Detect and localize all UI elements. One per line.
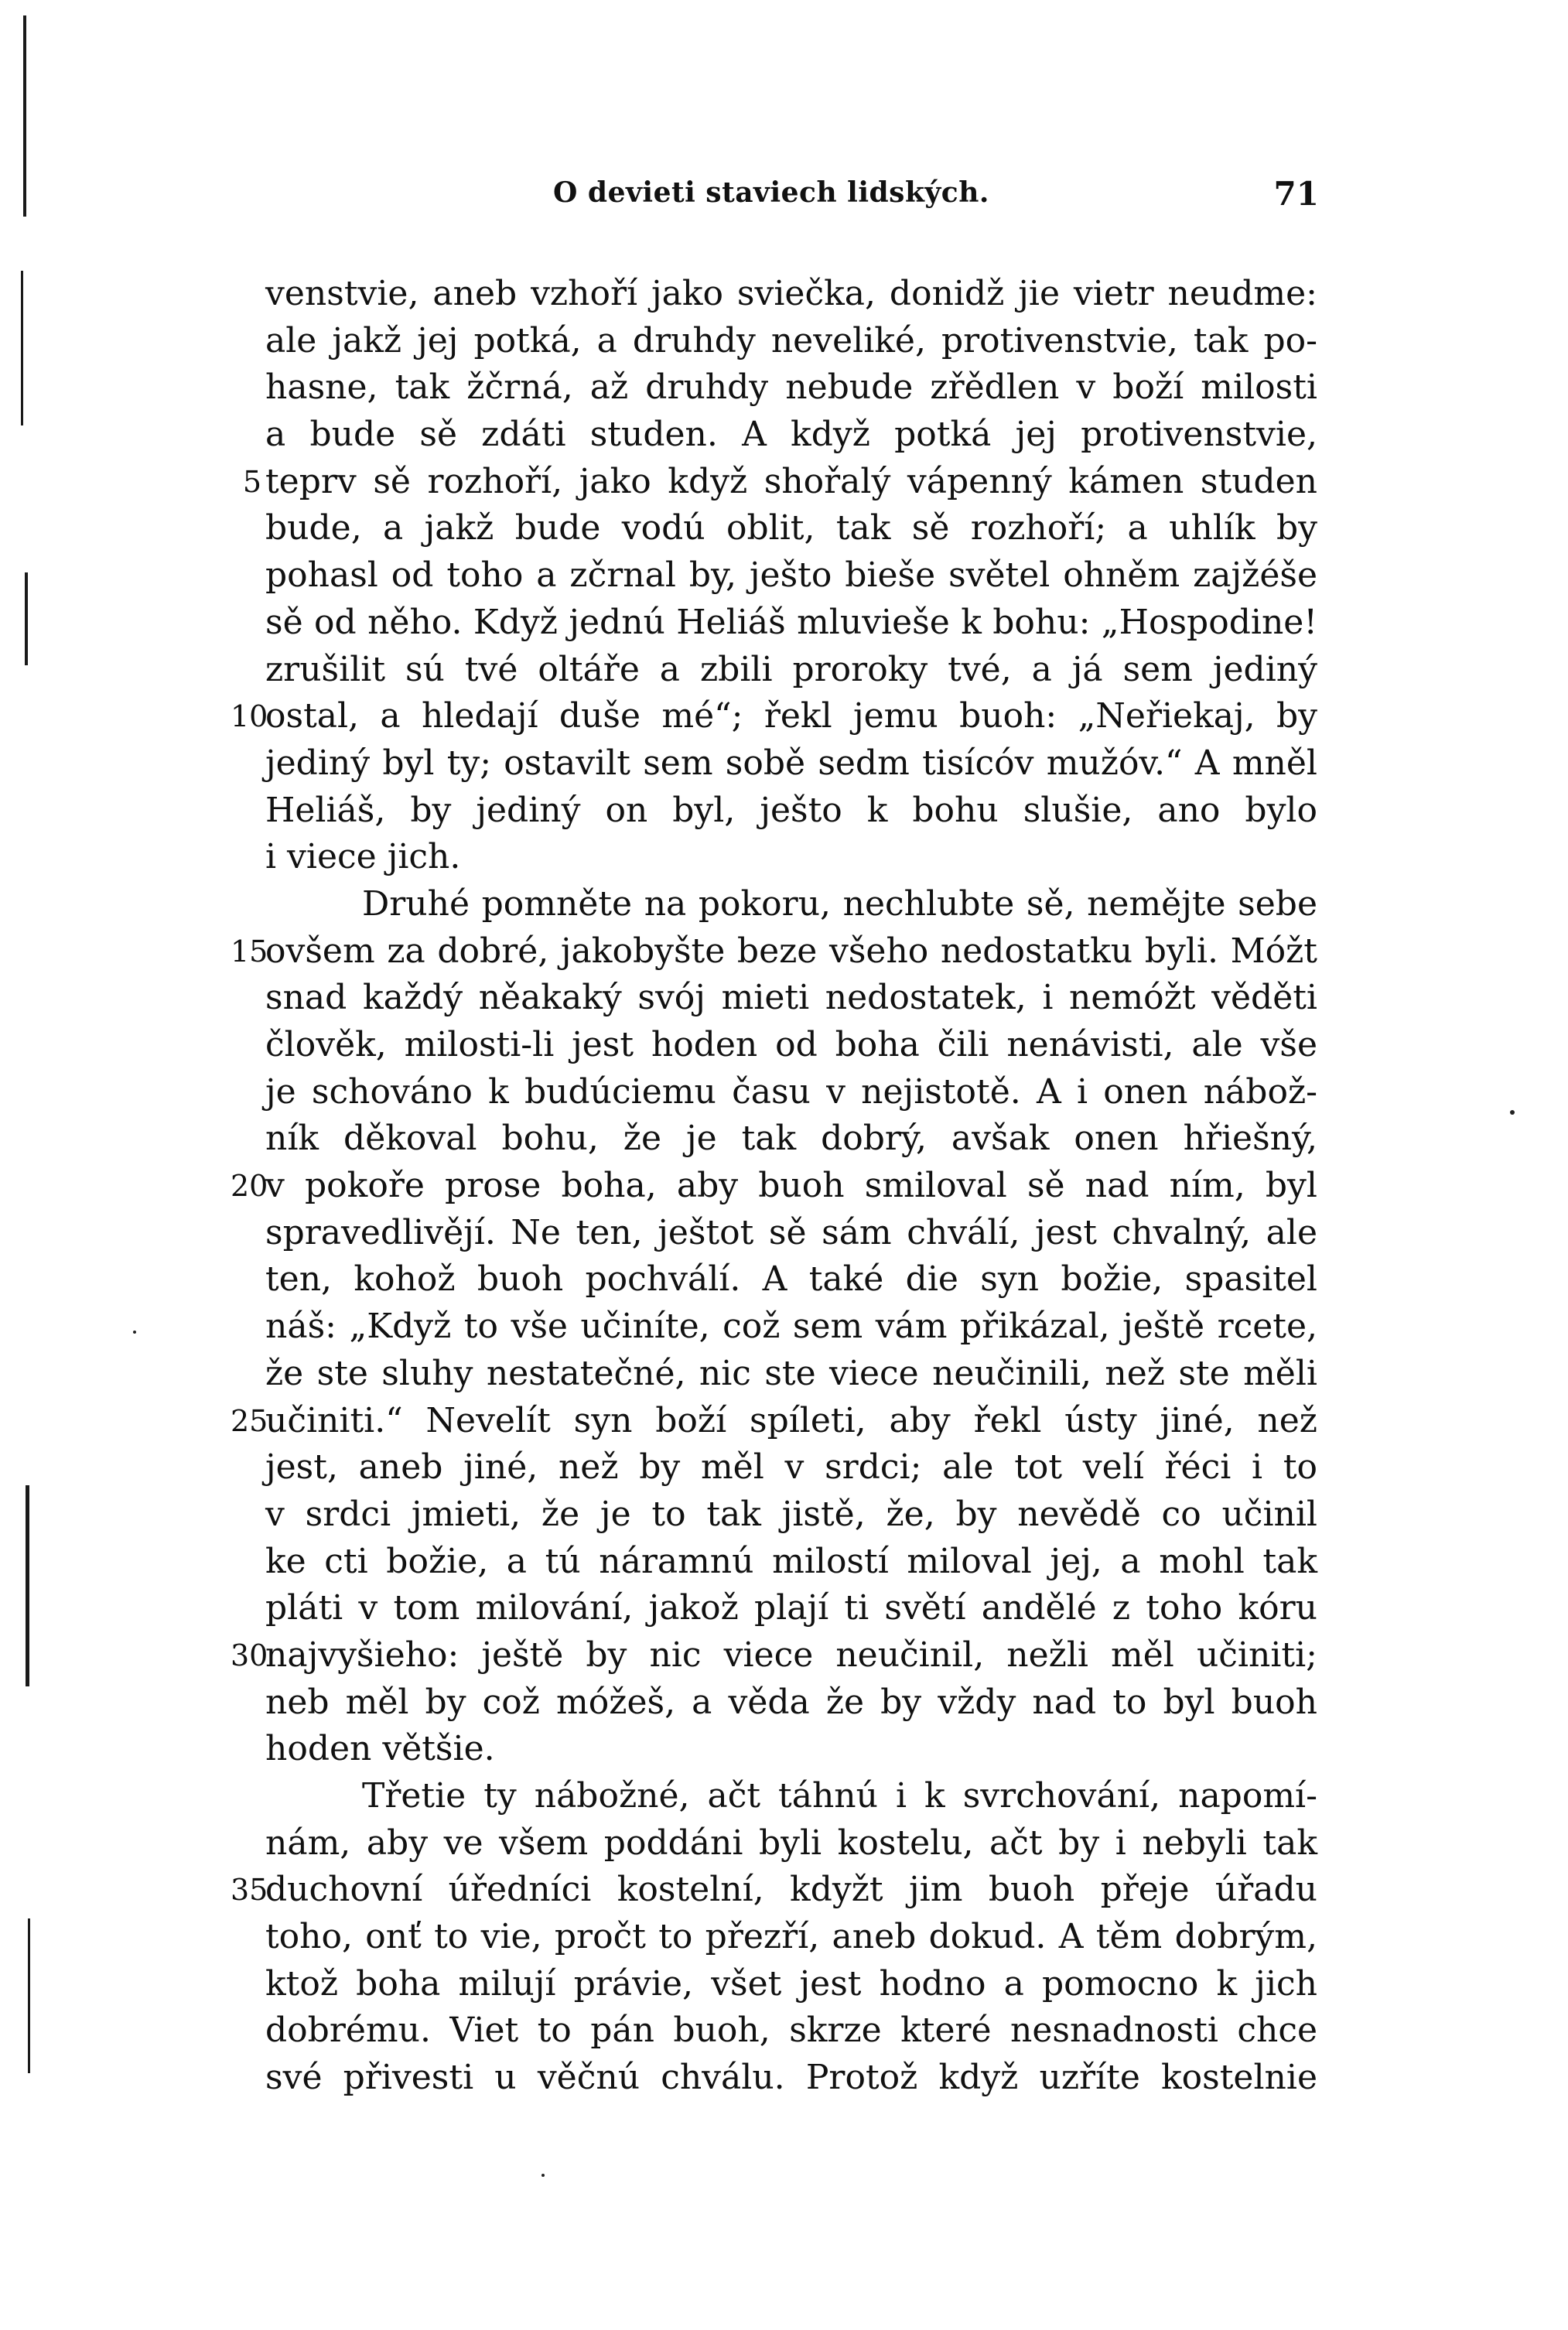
speck [541,2174,545,2177]
line-text: ník děkoval bohu, že je tak dobrý, avšak onen hřiešný, [265,1119,1317,1159]
text-line [242,459,1317,506]
text-line [265,1069,1317,1116]
line-text: ke cti božie, a tú náramnú milostí miloval jej, a mohl tak [265,1541,1317,1581]
text-line [265,834,1317,881]
text-line [265,1585,1317,1632]
text-line [265,1961,1317,2008]
text-line [265,1256,1317,1303]
line-text: pláti v tom milování, jakož plají ti světí andělé z toho kóru [265,1588,1317,1628]
line-text: bude, a jakž bude vodú oblit, tak sě rozhoří; a uhlík by [265,508,1317,548]
line-text: teprv sě rozhoří, jako když shořalý vápenný kámen studen [265,461,1317,501]
text-line [231,1632,1317,1679]
text-line [231,1867,1317,1914]
line-text: náš: „Když to vše učiníte, což sem vám přikázal, ještě rcete, [265,1307,1317,1347]
line-number: 15 [231,934,268,969]
line-text: ten, kohož buoh pochválí. A také die syn božie, spasitel [265,1259,1317,1300]
scan-edge [23,15,31,2274]
text-line [265,1210,1317,1257]
text-line [265,740,1317,787]
text-line [265,318,1317,365]
line-text: snad každý něakaký svój mieti nedostatek, i nemóžt věděti [265,978,1317,1018]
text-line [265,975,1317,1022]
line-text: zrušilit sú tvé oltáře a zbili proroky tvé, a já sem jediný [265,649,1317,689]
line-text: Druhé pomněte na pokoru, nechlubte sě, nemějte sebe [362,883,1317,924]
line-text: hasne, tak žčrná, až druhdy nebude zřědlen v boží milosti [265,367,1317,408]
line-number: 25 [231,1403,268,1438]
line-text: i viece jich. [265,837,461,877]
page-number: 71 [1273,175,1319,213]
text-body [231,271,1317,2102]
line-number: 30 [231,1638,268,1672]
line-text: hoden většie. [265,1729,495,1769]
text-line [265,2055,1317,2102]
line-text: ale jakž jej potká, a druhdy neveliké, protivenstvie, tak po- [265,320,1317,360]
text-line [265,1914,1317,1961]
text-line [265,1773,1317,1820]
line-text: dobrému. Viet to pán buoh, skrze které nesnadnosti chce [265,2011,1317,2051]
line-text: ostal, a hledají duše mé“; řekl jemu buoh: „Neřiekaj, by [265,696,1317,736]
text-line [231,1398,1317,1445]
text-line [265,271,1317,318]
line-text: spravedlivějí. Ne ten, ještot sě sám chválí, jest chvalný, ale [265,1212,1317,1252]
text-line [265,2007,1317,2055]
text-line [265,1820,1317,1867]
line-text: člověk, milosti-li jest hoden od boha čili nenávisti, ale vše [265,1025,1317,1064]
speck [133,1331,136,1334]
text-line [231,1163,1317,1210]
text-line [265,1303,1317,1351]
line-text: a bude sě zdáti studen. A když potká jej protivenstvie, [265,415,1317,455]
line-text: jest, aneb jiné, než by měl v srdci; ale tot velí řéci i to [265,1447,1317,1488]
line-number: 20 [231,1169,268,1204]
text-line [265,505,1317,552]
line-text: pohasl od toho a zčrnal by, ješto bieše světel ohněm zajžéše [265,555,1317,596]
speck [1510,1110,1515,1115]
line-text: že ste sluhy nestatečné, nic ste viece neučinili, než ste měli [265,1353,1317,1393]
line-text: ktož boha milují právie, všet jest hodno a pomocno k jich [265,1963,1317,2004]
text-line [265,1539,1317,1586]
line-text: sě od něho. Když jednú Heliáš mluvieše k bohu: „Hospodine! [265,602,1317,642]
line-number: 10 [231,699,268,734]
running-title: O devieti staviech lidských. [553,176,989,209]
text-line [231,693,1317,740]
line-text: venstvie, aneb vzhoří jako sviečka, donidž jie vietr neudme: [265,274,1317,313]
line-number: 35 [231,1873,268,1908]
text-line [265,1444,1317,1491]
text-line [231,928,1317,975]
line-text: své přivesti u věčnú chválu. Protož když uzříte kostelnie [265,2058,1317,2098]
line-text: je schováno k budúciemu času v nejistotě. A i onen nábož- [265,1071,1317,1112]
line-text: neb měl by což móžeš, a věda že by vždy nad to byl buoh [265,1682,1317,1722]
line-text: nám, aby ve všem poddáni byli kostelu, ačt by i nebyli tak [265,1823,1317,1863]
text-line [265,1491,1317,1539]
line-text: Třetie ty nábožné, ačt táhnú i k svrchování, napomí- [362,1776,1317,1816]
line-text: Heliáš, by jediný on byl, ješto k bohu slušie, ano bylo [265,790,1317,830]
line-text: toho, onť to vie, pročt to přezří, aneb dokud. A těm dobrým, [265,1917,1317,1957]
line-number: 5 [242,464,261,499]
line-text: ovšem za dobré, jakobyšte beze všeho nedostatku byli. Móžt [265,931,1317,971]
text-line [265,364,1317,412]
text-line [265,1726,1317,1773]
text-line [265,881,1317,928]
text-line [265,1679,1317,1727]
text-line [265,787,1317,835]
text-line [265,647,1317,694]
text-line [265,412,1317,459]
line-text: najvyšieho: ještě by nic viece neučinil, nežli měl učiniti; [265,1635,1317,1675]
text-line [265,552,1317,600]
text-line [265,1022,1317,1069]
text-line [265,1115,1317,1163]
line-text: duchovní úředníci kostelní, kdyžt jim buoh přeje úřadu [265,1870,1317,1910]
line-text: jediný byl ty; ostavilt sem sobě sedm tisícóv mužóv.“ A mněl [265,743,1317,783]
line-text: v pokoře prose boha, aby buoh smiloval sě nad ním, byl [265,1166,1317,1206]
text-line [265,600,1317,647]
line-text: učiniti.“ Nevelít syn boží spíleti, aby řekl ústy jiné, než [265,1400,1317,1440]
line-text: v srdci jmieti, že je to tak jistě, že, by nevědě co učinil [265,1494,1317,1534]
running-head [267,176,1319,223]
text-line [265,1351,1317,1398]
